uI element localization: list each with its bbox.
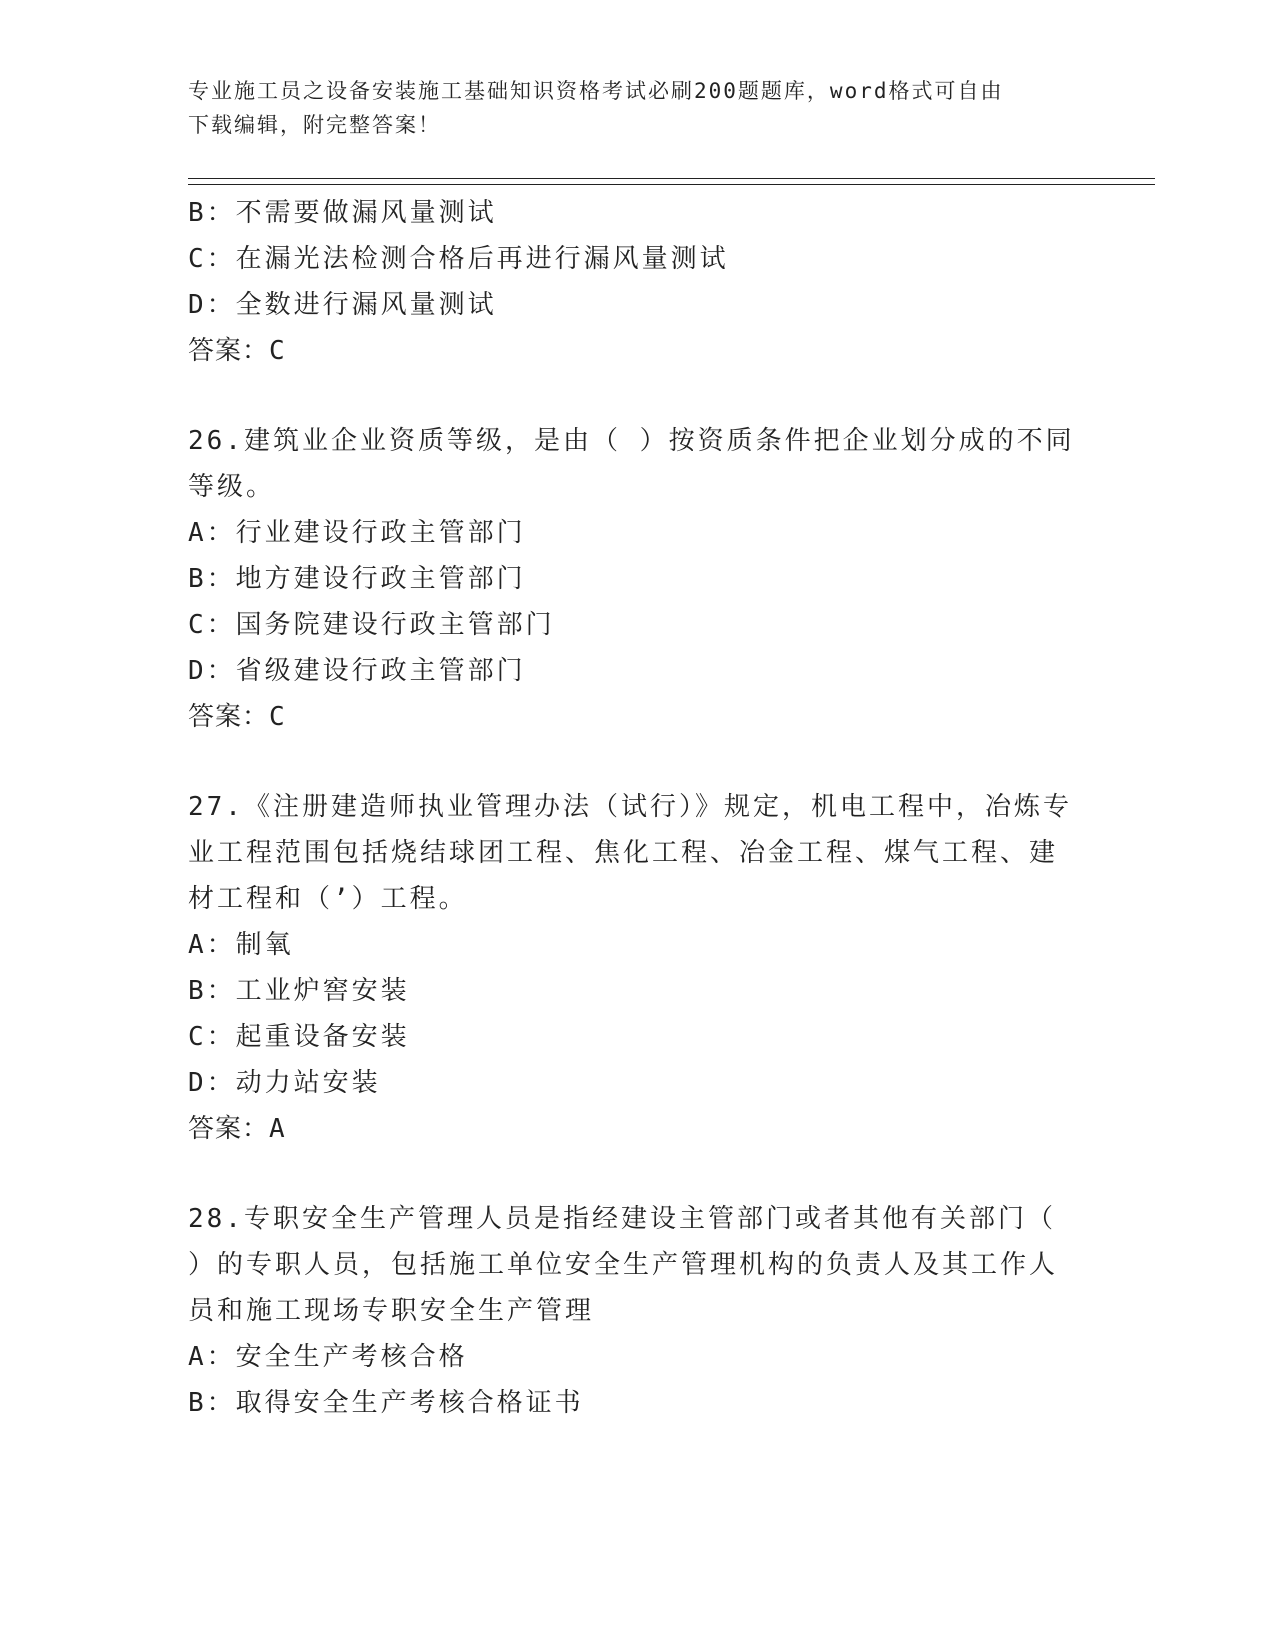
option-d: D：省级建设行政主管部门 [188, 656, 526, 686]
option-b: B：不需要做漏风量测试 [188, 198, 497, 228]
question-text-line: 材工程和（’）工程。 [188, 884, 468, 914]
option-c: C：起重设备安装 [188, 1022, 410, 1052]
option-c: C：在漏光法检测合格后再进行漏风量测试 [188, 244, 729, 274]
answer: 答案：A [188, 1114, 286, 1144]
option-d: D：动力站安装 [188, 1068, 381, 1098]
option-a: A：制氧 [188, 930, 294, 960]
spacer [188, 740, 1068, 784]
question-text-line: 等级。 [188, 472, 276, 502]
option-d: D：全数进行漏风量测试 [188, 290, 497, 320]
option-b: B：工业炉窖安装 [188, 976, 410, 1006]
question-28 [188, 1196, 1068, 1426]
option-a: A：安全生产考核合格 [188, 1342, 468, 1372]
question-text-line: 26.建筑业企业资质等级，是由（ ）按资质条件把企业划分成的不同 [188, 426, 1075, 456]
question-text-line: ）的专职人员，包括施工单位安全生产管理机构的负责人及其工作人 [188, 1250, 1059, 1280]
document-header [188, 74, 1068, 142]
header-rule-top [188, 178, 1155, 179]
answer: 答案：C [188, 702, 286, 732]
question-content [188, 190, 1075, 1426]
question-27 [188, 784, 1072, 1152]
option-b: B：取得安全生产考核合格证书 [188, 1388, 584, 1418]
question-text-line: 员和施工现场专职安全生产管理 [188, 1296, 595, 1326]
header-rule-bottom [188, 184, 1155, 185]
question-text-line: 27.《注册建造师执业管理办法（试行）》规定，机电工程中，冶炼专 [188, 792, 1072, 822]
header-line-2: 下载编辑，附完整答案！ [188, 113, 441, 137]
option-a: A：行业建设行政主管部门 [188, 518, 526, 548]
spacer [188, 1152, 1068, 1196]
header-line-1: 专业施工员之设备安装施工基础知识资格考试必刷200题题库，word格式可自由 [188, 79, 1004, 103]
spacer [188, 374, 1068, 418]
question-25 [188, 190, 1068, 374]
question-text-line: 28.专职安全生产管理人员是指经建设主管部门或者其他有关部门（ [188, 1204, 1056, 1234]
option-c: C：国务院建设行政主管部门 [188, 610, 555, 640]
option-b: B：地方建设行政主管部门 [188, 564, 526, 594]
question-text-line: 业工程范围包括烧结球团工程、焦化工程、冶金工程、煤气工程、建 [188, 838, 1059, 868]
question-26 [188, 418, 1075, 740]
answer: 答案：C [188, 336, 286, 366]
